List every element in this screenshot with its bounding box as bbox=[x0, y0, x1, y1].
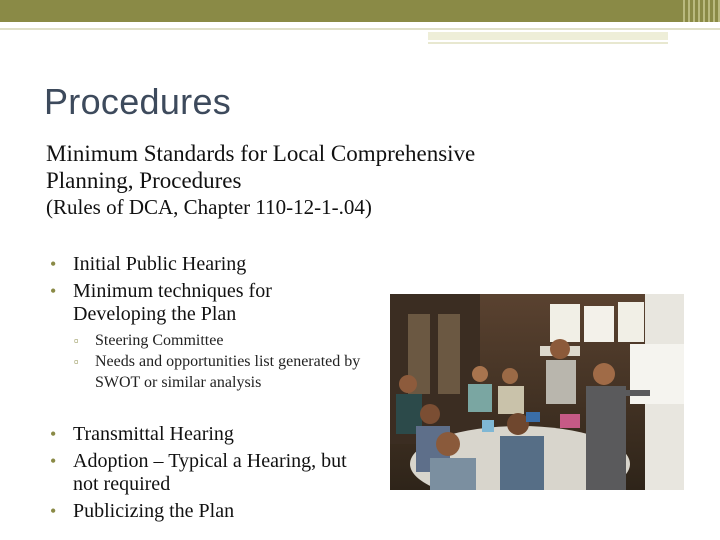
bullet-text: Publicizing the Plan bbox=[73, 500, 235, 522]
subtitle-line-2: Planning, Procedures bbox=[46, 168, 242, 193]
bullet-text: Transmittal Hearing bbox=[73, 423, 234, 445]
bullet-item bbox=[22, 253, 382, 276]
subtitle-line-1: Minimum Standards for Local Comprehensive bbox=[46, 141, 476, 166]
header-accent-rule-thin bbox=[428, 42, 668, 44]
header-rule bbox=[0, 28, 720, 30]
sub-bullet-item bbox=[74, 330, 384, 351]
bullet-item bbox=[22, 423, 382, 446]
bullet-text: Initial Public Hearing bbox=[73, 253, 247, 275]
sub-bullet-text: Steering Committee bbox=[95, 332, 224, 349]
rules-reference: (Rules of DCA, Chapter 110-12-1-.04) bbox=[46, 195, 372, 219]
sub-bullet-text: Needs and opportunities list generated by SWOT or similar analysis bbox=[95, 353, 361, 391]
slide-subtitle bbox=[46, 140, 646, 194]
sub-bullet-list bbox=[74, 330, 384, 393]
bullet-dot-icon: • bbox=[50, 424, 57, 444]
square-bullet-icon: ▫ bbox=[74, 354, 79, 369]
slide-title: Procedures bbox=[44, 81, 232, 122]
square-bullet-icon: ▫ bbox=[74, 333, 79, 348]
header-stripes bbox=[680, 0, 720, 22]
bullet-item bbox=[22, 500, 382, 523]
bullet-list-top bbox=[22, 253, 382, 330]
header-band bbox=[0, 0, 720, 22]
header-accent-rule bbox=[428, 32, 668, 40]
bullet-dot-icon: • bbox=[50, 254, 57, 274]
bullet-list-bottom bbox=[22, 423, 382, 527]
bullet-item bbox=[22, 450, 373, 496]
bullet-item bbox=[22, 280, 343, 326]
bullet-dot-icon: • bbox=[50, 501, 57, 521]
bullet-dot-icon: • bbox=[50, 451, 57, 471]
bullet-text: Minimum techniques for Developing the Plan bbox=[73, 280, 272, 325]
bullet-dot-icon: • bbox=[50, 281, 57, 301]
meeting-photo-icon bbox=[390, 294, 684, 490]
bullet-text: Adoption – Typical a Hearing, but not required bbox=[73, 450, 347, 495]
sub-bullet-item bbox=[74, 351, 365, 393]
